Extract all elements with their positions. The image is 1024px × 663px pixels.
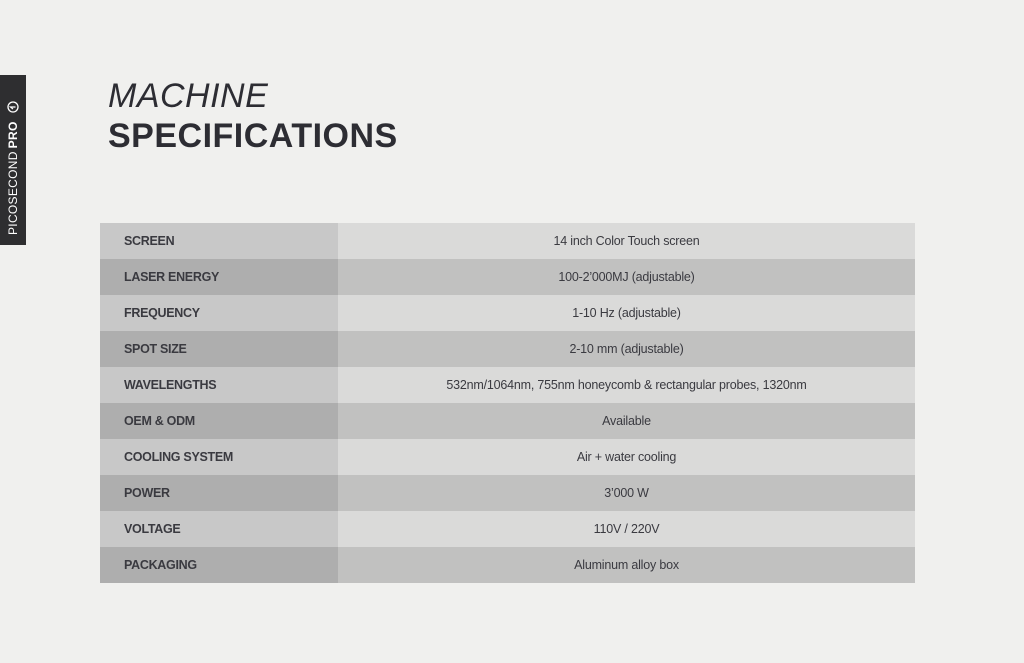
table-row: [100, 439, 915, 475]
spec-label: VOLTAGE: [100, 511, 338, 547]
spec-value: Available: [338, 403, 915, 439]
spec-value: 14 inch Color Touch screen: [338, 223, 915, 259]
side-brand-tab: [0, 75, 26, 245]
brand-model: PRO: [6, 121, 20, 149]
spec-value: 1-10 Hz (adjustable): [338, 295, 915, 331]
table-row: [100, 223, 915, 259]
brand-name: PICOSECOND: [6, 151, 20, 235]
table-row: [100, 331, 915, 367]
table-row: [100, 259, 915, 295]
table-row: [100, 367, 915, 403]
spec-label: SCREEN: [100, 223, 338, 259]
spec-label: WAVELENGTHS: [100, 367, 338, 403]
spec-label: POWER: [100, 475, 338, 511]
table-row: [100, 403, 915, 439]
specifications-table: [100, 223, 915, 583]
spec-value: 2-10 mm (adjustable): [338, 331, 915, 367]
spec-label: COOLING SYSTEM: [100, 439, 338, 475]
spec-label: FREQUENCY: [100, 295, 338, 331]
page-heading: [108, 76, 398, 156]
side-brand-text: [0, 75, 26, 245]
spec-value: Air + water cooling: [338, 439, 915, 475]
spec-label: OEM & ODM: [100, 403, 338, 439]
heading-specifications: SPECIFICATIONS: [108, 117, 398, 155]
table-row: [100, 511, 915, 547]
spec-label: SPOT SIZE: [100, 331, 338, 367]
spec-value: 3’000 W: [338, 475, 915, 511]
table-row: [100, 547, 915, 583]
table-row: [100, 475, 915, 511]
table-row: [100, 295, 915, 331]
spec-value: 110V / 220V: [338, 511, 915, 547]
brand-logo-icon: [7, 101, 19, 113]
spec-value: 532nm/1064nm, 755nm honeycomb & rectangular probes, 1320nm: [338, 367, 915, 403]
heading-machine: MACHINE: [108, 77, 269, 115]
spec-value: Aluminum alloy box: [338, 547, 915, 583]
spec-value: 100-2’000MJ (adjustable): [338, 259, 915, 295]
spec-label: LASER ENERGY: [100, 259, 338, 295]
spec-label: PACKAGING: [100, 547, 338, 583]
